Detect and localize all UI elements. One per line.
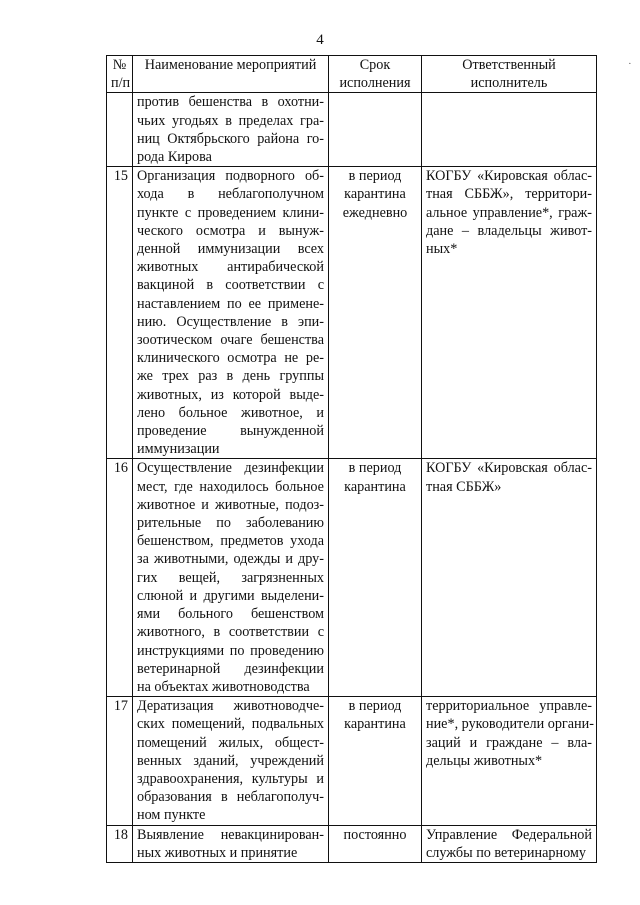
header-deadline [329, 56, 422, 93]
deadline-cell [329, 697, 422, 825]
deadline-cell [329, 825, 422, 862]
cell-line: инструкциями по проведению [137, 642, 324, 659]
cell-line: вакциной в соответствии с [137, 277, 324, 294]
table-row [107, 93, 597, 167]
table-row [107, 459, 597, 697]
cell-line: ских помещений, подвальных [137, 716, 324, 733]
cell-line: здравоохранения, культуры и [137, 770, 324, 787]
cell-line: КОГБУ «Кировская облас- [426, 460, 592, 477]
cell-line: чьих угодьях в пределах гра- [137, 112, 324, 129]
cell-line: карантина [344, 186, 406, 203]
cell-line: в период [348, 460, 402, 477]
cell-line: Дератизация животноводче- [137, 698, 324, 715]
cell-line: Осуществление дезинфекции [137, 460, 324, 477]
cell-line: ческого осмотра и вынуж- [137, 222, 324, 239]
activity-cell [133, 167, 329, 459]
cell-line: животное и животные, подоз- [137, 496, 324, 513]
cell-line: пункте с проведением клини- [137, 204, 324, 221]
cell-line: рода Кирова [137, 149, 212, 166]
table-row [107, 167, 597, 459]
cell-line: ями больного бешенством [137, 606, 324, 623]
cell-line: на объектах животноводства [137, 678, 310, 695]
table-header-row [107, 56, 597, 93]
cell-line: наставлением по ее примене- [137, 295, 324, 312]
cell-line: карантина [344, 716, 406, 733]
cell-line: животного, в соответствии с [137, 624, 324, 641]
header-line: исполнения [339, 75, 411, 92]
cell-line: за животными, одежды и дру- [137, 551, 324, 568]
deadline-cell [329, 93, 422, 167]
cell-line: дельцы животных* [426, 752, 543, 769]
responsible-cell [422, 459, 597, 697]
cell-line: мест, где находилось больное [137, 478, 324, 495]
page-number: 4 [316, 32, 324, 48]
header-line: Срок [359, 57, 391, 73]
cell-line: иммунизации [137, 441, 220, 458]
cell-line: в период [348, 168, 402, 185]
responsible-cell [422, 93, 597, 167]
cell-line: животных, из которой выде- [137, 386, 324, 403]
table-row [107, 825, 597, 862]
activity-cell [133, 825, 329, 862]
cell-line: постоянно [343, 826, 407, 843]
cell-line: ниц Октябрьского района го- [137, 130, 324, 147]
cell-line: карантина [344, 478, 406, 495]
cell-line: заций и граждане – вла- [426, 734, 592, 751]
header-line: п/п [111, 75, 131, 92]
deadline-cell [329, 167, 422, 459]
activity-cell [133, 459, 329, 697]
cell-line: ных животных и принятие [137, 844, 298, 861]
header-line: Ответственный [462, 57, 556, 73]
cell-line: ном пункте [137, 807, 206, 824]
responsible-cell [422, 167, 597, 459]
deadline-cell [329, 459, 422, 697]
header-responsible [422, 56, 597, 93]
responsible-cell [422, 825, 597, 862]
cell-line: рительные по заболеванию [137, 515, 324, 532]
row-number [107, 93, 133, 167]
cell-line: образования в неблагополуч- [137, 789, 324, 806]
cell-line: ние*, руководители органи- [426, 716, 594, 733]
cell-line: Выявление невакцинирован- [137, 826, 324, 843]
cell-line: Организация подворного об- [137, 168, 324, 185]
cell-line: альное управление*, граж- [426, 204, 592, 221]
activity-cell [133, 93, 329, 167]
row-number: 17 [107, 697, 133, 825]
responsible-cell [422, 697, 597, 825]
cell-line: дане – владельцы живот- [426, 222, 592, 239]
cell-line: тная СББЖ» [426, 478, 502, 495]
header-line: Наименование мероприятий [144, 57, 317, 73]
activities-table [106, 55, 597, 863]
cell-line: гих вещей, загрязненных [137, 569, 324, 586]
cell-line: ежедневно [342, 204, 408, 221]
row-number: 15 [107, 167, 133, 459]
cell-line: против бешенства в охотни- [137, 94, 324, 111]
cell-line: Управление Федеральной [426, 826, 592, 843]
header-activity-name [133, 56, 329, 93]
cell-line: хода в неблагополучном [137, 186, 324, 203]
cell-line: ветеринарной дезинфекции [137, 660, 324, 677]
cell-line: территориальное управле- [426, 698, 592, 715]
cell-line: животных антирабической [137, 259, 324, 276]
cell-line: клинического осмотра не ре- [137, 350, 324, 367]
cell-line: зоотическом очаге бешенства [137, 332, 324, 349]
cell-line: помещений жилых, общест- [137, 734, 324, 751]
activity-cell [133, 697, 329, 825]
cell-line: нию. Осуществление в эпи- [137, 313, 324, 330]
header-number [107, 56, 133, 93]
cell-line: в период [348, 698, 402, 715]
cell-line: КОГБУ «Кировская облас- [426, 168, 592, 185]
row-number: 18 [107, 825, 133, 862]
row-number: 16 [107, 459, 133, 697]
cell-line: службы по ветеринарному [426, 844, 586, 861]
header-line: № [112, 57, 127, 73]
cell-line: бешенством, предметов ухода [137, 533, 324, 550]
cell-line: денной иммунизации всех [137, 241, 324, 258]
scan-speck: · [628, 58, 632, 70]
table-row [107, 697, 597, 825]
cell-line: лено больное животное, и [137, 404, 324, 421]
cell-line: венных зданий, учреждений [137, 752, 324, 769]
header-line: исполнитель [470, 75, 548, 92]
cell-line: проведение вынужденной [137, 423, 324, 440]
cell-line: слюной и другими выделени- [137, 587, 324, 604]
cell-line: ных* [426, 241, 458, 258]
cell-line: же трех раз в день группы [137, 368, 324, 385]
cell-line: тная СББЖ», территори- [426, 186, 592, 203]
